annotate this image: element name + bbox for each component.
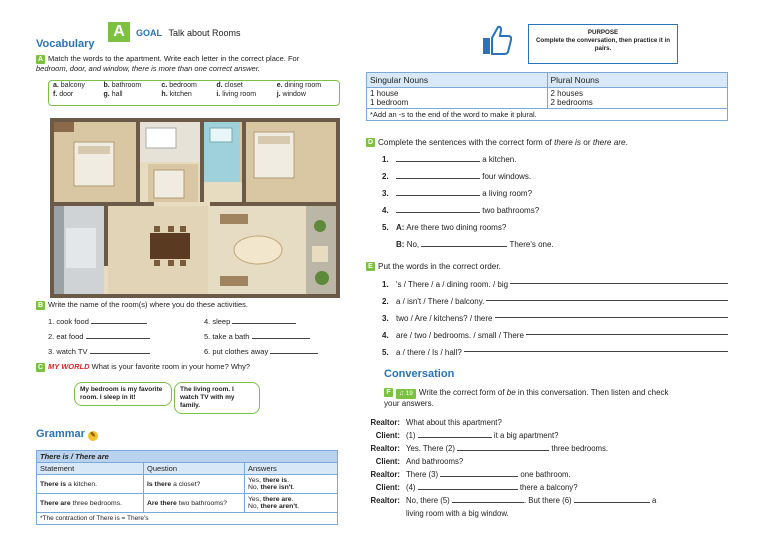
- answer-blank[interactable]: [486, 293, 728, 301]
- cell: [37, 475, 144, 494]
- a-instruction-line2: bedroom, door, and window, there is more than one correct answer.: [36, 64, 261, 73]
- word-item: [212, 81, 272, 90]
- word-item: [157, 81, 212, 90]
- b-item-text: 4. sleep: [204, 317, 231, 326]
- dialog-line: [352, 494, 732, 507]
- c-question: What is your favorite room in your home? Why?: [91, 362, 251, 371]
- text: .: [625, 138, 628, 147]
- dialog-line: [352, 442, 732, 455]
- text: Put the words in the correct order.: [378, 262, 501, 271]
- col-question: Question: [144, 463, 245, 475]
- word-item: [157, 90, 212, 99]
- word-item: [49, 90, 100, 99]
- floor-plan-image: [50, 118, 340, 298]
- answer-blank[interactable]: [418, 430, 492, 438]
- text: a kitchen.: [66, 480, 98, 488]
- badge-b: B: [37, 301, 44, 309]
- grammar-title: [36, 428, 98, 441]
- word-item: [100, 81, 158, 90]
- item-text: four windows.: [482, 172, 532, 181]
- b-instruction: Write the name of the room(s) where you do these activities.: [48, 300, 248, 309]
- text: Complete the sentences with the correct form of: [378, 138, 555, 147]
- b-item-text: 3. watch TV: [48, 347, 88, 356]
- word-text: closet: [222, 82, 243, 89]
- badge-f: F: [384, 388, 393, 397]
- word-text: bathroom: [109, 82, 142, 89]
- text: 2 bedrooms: [550, 98, 593, 107]
- thumbs-up-icon: [482, 24, 512, 56]
- text: 1 house: [370, 89, 399, 98]
- dialog-text: living room with a big window.: [406, 509, 509, 518]
- answer-blank[interactable]: [464, 344, 728, 352]
- dialog-text: There (3): [406, 470, 439, 479]
- item-text: No,: [406, 240, 420, 249]
- vocabulary-title: Vocabulary: [36, 38, 95, 50]
- answer-blank[interactable]: [457, 443, 549, 451]
- word-item: [273, 81, 339, 90]
- word-item: [273, 90, 339, 99]
- text: .: [287, 477, 289, 484]
- item-number: 2.: [382, 172, 389, 181]
- dialog-text: Yes. There (2): [406, 444, 455, 453]
- speaker: Realtor:: [370, 444, 400, 453]
- grammar-table: [36, 450, 338, 525]
- nouns-table-wrap: [366, 72, 728, 121]
- exercise-a-instruction: [36, 54, 346, 74]
- goal-line: [136, 28, 241, 38]
- answer-blank[interactable]: [232, 316, 296, 324]
- audio-track-icon[interactable]: ♫ 19: [396, 389, 416, 399]
- answer-blank[interactable]: [526, 327, 728, 335]
- answer-blank[interactable]: [418, 482, 518, 490]
- word-row: [49, 81, 339, 90]
- d-item: [382, 185, 554, 202]
- b-item-6: [204, 344, 318, 359]
- answer-blank[interactable]: [510, 276, 728, 284]
- answer-blank[interactable]: [270, 346, 318, 354]
- text: in this conversation. Then listen and check: [515, 388, 669, 397]
- nouns-table: [366, 72, 728, 121]
- goal-text: Talk about Rooms: [168, 28, 241, 38]
- table-row: [367, 88, 728, 109]
- text: Yes,: [248, 477, 263, 484]
- bold-text: there is: [262, 477, 288, 484]
- answer-blank[interactable]: [396, 188, 480, 196]
- dialog-line: [352, 455, 732, 468]
- col-statement: Statement: [37, 463, 144, 475]
- item-text: two bathrooms?: [482, 206, 540, 215]
- text: your answers.: [384, 399, 434, 408]
- word-letter: i.: [216, 91, 221, 98]
- answer-blank[interactable]: [440, 469, 518, 477]
- exercise-c-instruction: [36, 362, 356, 372]
- item-text: a kitchen.: [482, 155, 517, 164]
- dialog-text: (1): [406, 431, 416, 440]
- answer-blank[interactable]: [396, 154, 480, 162]
- b-item-2: [48, 329, 150, 344]
- grammar-title-text: Grammar: [36, 428, 85, 440]
- col-plural: Plural Nouns: [547, 73, 728, 88]
- text: No,: [248, 503, 261, 510]
- speaker: Realtor:: [370, 496, 400, 505]
- singular-cell: [367, 88, 548, 109]
- table-row: [37, 494, 338, 513]
- d-item: [382, 168, 554, 185]
- badge-e: E: [366, 262, 375, 271]
- text: 2 houses: [550, 89, 583, 98]
- text: 1 bedroom: [370, 98, 409, 107]
- cell: [37, 494, 144, 513]
- pencil-icon: ✎: [88, 431, 98, 441]
- exercise-f-instruction: [384, 388, 734, 409]
- item-text: 's / There / a / dining room. / big: [396, 280, 509, 289]
- word-text: living room: [220, 91, 257, 98]
- e-item: [382, 310, 728, 327]
- b-item-text: 2. eat food: [48, 332, 84, 341]
- word-item: [49, 81, 100, 90]
- item-text: There's one.: [509, 240, 554, 249]
- bold-text: Is there: [147, 480, 172, 488]
- answer-blank[interactable]: [421, 239, 507, 247]
- exercise-d-instruction: [366, 138, 736, 148]
- speaker: Client:: [375, 483, 400, 492]
- dialog-text: (4): [406, 483, 416, 492]
- word-letter: f.: [53, 91, 58, 98]
- conversation-dialog: [352, 416, 732, 520]
- speech-bubble-2: The living room. I watch TV with my family.: [174, 382, 260, 414]
- dialog-text: And bathrooms?: [406, 457, 464, 466]
- b-item-text: 6. put clothes away: [204, 347, 269, 356]
- item-number: 5.: [382, 348, 389, 357]
- cell: [245, 475, 338, 494]
- word-text: hall: [109, 91, 123, 98]
- item-number: 3.: [382, 189, 389, 198]
- col-singular: Singular Nouns: [367, 73, 548, 88]
- word-box: [48, 80, 340, 106]
- word-text: balcony: [58, 82, 85, 89]
- grammar-table-wrap: [36, 450, 338, 525]
- b-item-text: 5. take a bath: [204, 332, 250, 341]
- dialog-line: [352, 507, 732, 520]
- word-row: [49, 90, 339, 99]
- d-item: [382, 202, 554, 219]
- cell: [144, 475, 245, 494]
- col-answers: Answers: [245, 463, 338, 475]
- speaker: Client:: [375, 431, 400, 440]
- word-item: [212, 90, 272, 99]
- exercise-e-instruction: [366, 262, 736, 272]
- word-text: kitchen: [167, 91, 192, 98]
- cell: [144, 494, 245, 513]
- item-text: a / isn't / There / balcony.: [396, 297, 485, 306]
- item-number: 4.: [382, 206, 389, 215]
- goal-label: GOAL: [136, 28, 162, 38]
- e-item: [382, 293, 728, 310]
- answer-blank[interactable]: [396, 205, 480, 213]
- text: .: [297, 503, 300, 510]
- speaker: Realtor:: [370, 418, 400, 427]
- answer-blank[interactable]: [495, 310, 729, 318]
- text: three bedrooms.: [70, 499, 122, 507]
- dialog-line: [352, 429, 732, 442]
- exercise-b-instruction: [36, 300, 356, 310]
- bold-text: There is: [40, 480, 67, 488]
- dialog-text: there a balcony?: [519, 483, 578, 492]
- b-items-left: [48, 314, 150, 359]
- text: there is: [554, 138, 581, 147]
- conversation-title: Conversation: [384, 368, 455, 380]
- dialog-text: . But there (6): [523, 496, 572, 505]
- text: there are: [592, 138, 626, 147]
- e-item: [382, 344, 728, 361]
- dialog-line: [352, 481, 732, 494]
- exercise-d-items: [382, 151, 554, 253]
- word-letter: j.: [276, 91, 281, 98]
- text: .: [292, 484, 295, 491]
- word-letter: g.: [103, 91, 110, 98]
- word-letter: b.: [103, 82, 110, 89]
- text: or: [580, 138, 593, 147]
- purpose-title: PURPOSE: [587, 29, 619, 36]
- answer-blank[interactable]: [396, 171, 480, 179]
- item-text: two / Are / kitchens? / there: [396, 314, 493, 323]
- b-item-3: [48, 344, 150, 359]
- item-text: a / there / Is / hall?: [396, 348, 462, 357]
- dialog-text: a: [651, 496, 657, 505]
- word-letter: a.: [53, 82, 59, 89]
- b-item-text: 1. cook food: [48, 317, 89, 326]
- answer-blank[interactable]: [452, 495, 524, 503]
- bold-text: Are there: [147, 499, 177, 507]
- speech-bubble-1: My bedroom is my favorite room. I sleep in it!: [74, 382, 172, 406]
- word-text: window: [280, 91, 306, 98]
- b-item-4: [204, 314, 318, 329]
- answer-blank[interactable]: [90, 346, 150, 354]
- text: No,: [248, 484, 261, 491]
- dialog-text: it a big apartment?: [493, 431, 559, 440]
- audio-track-number: 19: [405, 390, 413, 397]
- purpose-text: Complete the conversation, then practice it in pairs.: [535, 37, 671, 52]
- speaker-label: A:: [396, 223, 405, 232]
- word-letter: d.: [216, 82, 223, 89]
- word-letter: e.: [276, 82, 283, 89]
- a-instruction-line1: Match the words to the apartment. Write each letter in the correct place. For: [48, 54, 300, 63]
- item-number: 4.: [382, 331, 389, 340]
- unit-letter-box: A: [108, 22, 130, 42]
- b-item-1: [48, 314, 150, 329]
- text: two bathrooms?: [176, 499, 228, 507]
- answer-blank[interactable]: [91, 316, 147, 324]
- text: a closet?: [171, 480, 201, 488]
- item-text: a living room?: [482, 189, 533, 198]
- answer-blank[interactable]: [86, 331, 150, 339]
- d-item-5b: [382, 236, 554, 253]
- item-number: 1.: [382, 280, 389, 289]
- text: Write the correct form of: [418, 388, 507, 397]
- item-number: 5.: [382, 223, 389, 232]
- text: be: [506, 388, 516, 397]
- exercise-e-items: [382, 276, 728, 361]
- speaker: Realtor:: [370, 470, 400, 479]
- item-text: Are there two dining rooms?: [406, 223, 507, 232]
- d-item: [382, 151, 554, 168]
- b-items-right: [204, 314, 318, 359]
- word-letter: c.: [161, 82, 168, 89]
- item-number: 1.: [382, 155, 389, 164]
- speaker: Client:: [375, 457, 400, 466]
- word-text: bedroom: [167, 82, 197, 89]
- purpose-box: [528, 24, 678, 64]
- text: Yes,: [248, 496, 263, 503]
- apartment-floor-plan: [50, 118, 340, 298]
- answer-blank[interactable]: [574, 495, 650, 503]
- e-item: [382, 276, 728, 293]
- word-table: [49, 81, 339, 99]
- word-letter: h.: [161, 91, 168, 98]
- dialog-text: three bedrooms.: [551, 444, 609, 453]
- badge-a: A: [37, 55, 44, 63]
- d-item-5a: [382, 219, 554, 236]
- bold-text: there aren't: [260, 503, 298, 510]
- badge-d: D: [367, 139, 374, 147]
- dialog-line: [352, 416, 732, 429]
- badge-c: C: [37, 363, 44, 371]
- dialog-text: one bathroom.: [520, 470, 571, 479]
- word-item: [100, 90, 158, 99]
- bold-text: there are: [262, 496, 292, 503]
- grammar-caption: There is / There are: [37, 451, 338, 463]
- nouns-note: *Add an -s to the end of the word to make it plural.: [367, 109, 728, 121]
- table-row: [37, 475, 338, 494]
- b-item-5: [204, 329, 318, 344]
- text: .: [291, 496, 294, 503]
- item-number: 3.: [382, 314, 389, 323]
- grammar-footnote: *The contraction of There is = There's: [37, 513, 338, 525]
- dialog-text: What about this apartment?: [406, 418, 502, 427]
- bold-text: There are: [40, 499, 71, 507]
- answer-blank[interactable]: [252, 331, 310, 339]
- my-world-label: MY WORLD: [48, 362, 90, 371]
- dialog-line: [352, 468, 732, 481]
- e-item: [382, 327, 728, 344]
- word-text: door: [57, 91, 74, 98]
- item-number: 2.: [382, 297, 389, 306]
- word-text: dining room: [282, 82, 322, 89]
- dialog-text: No, there (5): [406, 496, 450, 505]
- item-text: are / two / bedrooms. / small / There: [396, 331, 524, 340]
- plural-cell: [547, 88, 728, 109]
- speaker-label: B:: [396, 240, 405, 249]
- cell: [245, 494, 338, 513]
- bold-text: there isn't: [260, 484, 293, 491]
